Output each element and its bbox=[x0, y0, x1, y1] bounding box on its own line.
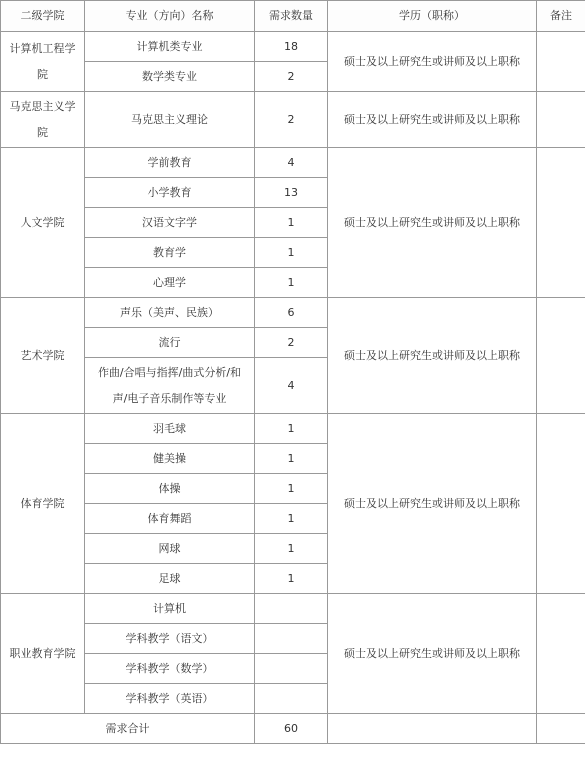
count-cell bbox=[255, 654, 328, 684]
major-cell bbox=[85, 358, 255, 414]
count-cell bbox=[255, 684, 328, 714]
degree-cell: 硕士及以上研究生或讲师及以上职称 bbox=[328, 32, 537, 92]
college-name-line: 计算机工程学 bbox=[9, 41, 76, 55]
count-cell: 1 bbox=[255, 208, 328, 238]
major-cell: 流行 bbox=[85, 328, 255, 358]
count-cell: 1 bbox=[255, 444, 328, 474]
major-cell: 心理学 bbox=[85, 268, 255, 298]
count-cell: 13 bbox=[255, 178, 328, 208]
degree-cell: 硕士及以上研究生或讲师及以上职称 bbox=[328, 414, 537, 594]
college-cell bbox=[1, 92, 85, 148]
count-cell: 1 bbox=[255, 268, 328, 298]
remarks-cell bbox=[537, 298, 585, 414]
total-label: 需求合计 bbox=[1, 714, 255, 744]
college-cell: 艺术学院 bbox=[1, 298, 85, 414]
header-remarks: 备注 bbox=[537, 1, 585, 32]
major-cell: 学前教育 bbox=[85, 148, 255, 178]
table-row bbox=[1, 148, 585, 178]
table-row bbox=[1, 92, 585, 148]
count-cell: 1 bbox=[255, 504, 328, 534]
count-cell: 1 bbox=[255, 238, 328, 268]
count-cell: 2 bbox=[255, 62, 328, 92]
header-count: 需求数量 bbox=[255, 1, 328, 32]
remarks-cell bbox=[537, 148, 585, 298]
count-cell: 1 bbox=[255, 564, 328, 594]
count-cell: 2 bbox=[255, 92, 328, 148]
table-row bbox=[1, 298, 585, 328]
major-cell: 学科教学（语文） bbox=[85, 624, 255, 654]
major-cell: 小学教育 bbox=[85, 178, 255, 208]
major-cell: 数学类专业 bbox=[85, 62, 255, 92]
total-row bbox=[1, 714, 585, 744]
count-cell bbox=[255, 624, 328, 654]
major-cell: 汉语文字学 bbox=[85, 208, 255, 238]
major-name-line: 作曲/合唱与指挥/曲式分析/和 bbox=[97, 365, 242, 379]
degree-cell: 硕士及以上研究生或讲师及以上职称 bbox=[328, 594, 537, 714]
major-cell: 学科教学（英语） bbox=[85, 684, 255, 714]
total-remarks-cell bbox=[537, 714, 585, 744]
major-cell: 计算机类专业 bbox=[85, 32, 255, 62]
college-cell bbox=[1, 32, 85, 92]
major-cell: 羽毛球 bbox=[85, 414, 255, 444]
remarks-cell bbox=[537, 414, 585, 594]
count-cell: 6 bbox=[255, 298, 328, 328]
major-cell: 体育舞蹈 bbox=[85, 504, 255, 534]
college-cell: 职业教育学院 bbox=[1, 594, 85, 714]
remarks-cell bbox=[537, 594, 585, 714]
header-row bbox=[1, 1, 585, 32]
count-cell: 1 bbox=[255, 534, 328, 564]
header-college: 二级学院 bbox=[1, 1, 85, 32]
college-name-line: 院 bbox=[37, 67, 48, 81]
table-row bbox=[1, 594, 585, 624]
major-cell: 计算机 bbox=[85, 594, 255, 624]
major-cell: 足球 bbox=[85, 564, 255, 594]
degree-cell: 硕士及以上研究生或讲师及以上职称 bbox=[328, 148, 537, 298]
college-cell: 人文学院 bbox=[1, 148, 85, 298]
count-cell bbox=[255, 594, 328, 624]
major-cell: 学科教学（数学） bbox=[85, 654, 255, 684]
count-cell: 18 bbox=[255, 32, 328, 62]
major-cell: 声乐（美声、民族） bbox=[85, 298, 255, 328]
major-cell: 教育学 bbox=[85, 238, 255, 268]
total-count: 60 bbox=[255, 714, 328, 744]
college-name-line: 马克思主义学 bbox=[9, 99, 76, 113]
table-row bbox=[1, 414, 585, 444]
count-cell: 1 bbox=[255, 474, 328, 504]
total-degree-cell bbox=[328, 714, 537, 744]
count-cell: 2 bbox=[255, 328, 328, 358]
major-cell: 健美操 bbox=[85, 444, 255, 474]
count-cell: 1 bbox=[255, 414, 328, 444]
major-cell: 体操 bbox=[85, 474, 255, 504]
major-cell: 网球 bbox=[85, 534, 255, 564]
major-cell: 马克思主义理论 bbox=[85, 92, 255, 148]
college-name-line: 院 bbox=[37, 125, 48, 139]
degree-cell: 硕士及以上研究生或讲师及以上职称 bbox=[328, 298, 537, 414]
remarks-cell bbox=[537, 32, 585, 92]
major-name-line: 声/电子音乐制作等专业 bbox=[112, 391, 227, 405]
table-row bbox=[1, 32, 585, 62]
count-cell: 4 bbox=[255, 358, 328, 414]
remarks-cell bbox=[537, 92, 585, 148]
degree-cell: 硕士及以上研究生或讲师及以上职称 bbox=[328, 92, 537, 148]
count-cell: 4 bbox=[255, 148, 328, 178]
header-major: 专业（方向）名称 bbox=[85, 1, 255, 32]
header-degree: 学历（职称） bbox=[328, 1, 537, 32]
college-cell: 体育学院 bbox=[1, 414, 85, 594]
